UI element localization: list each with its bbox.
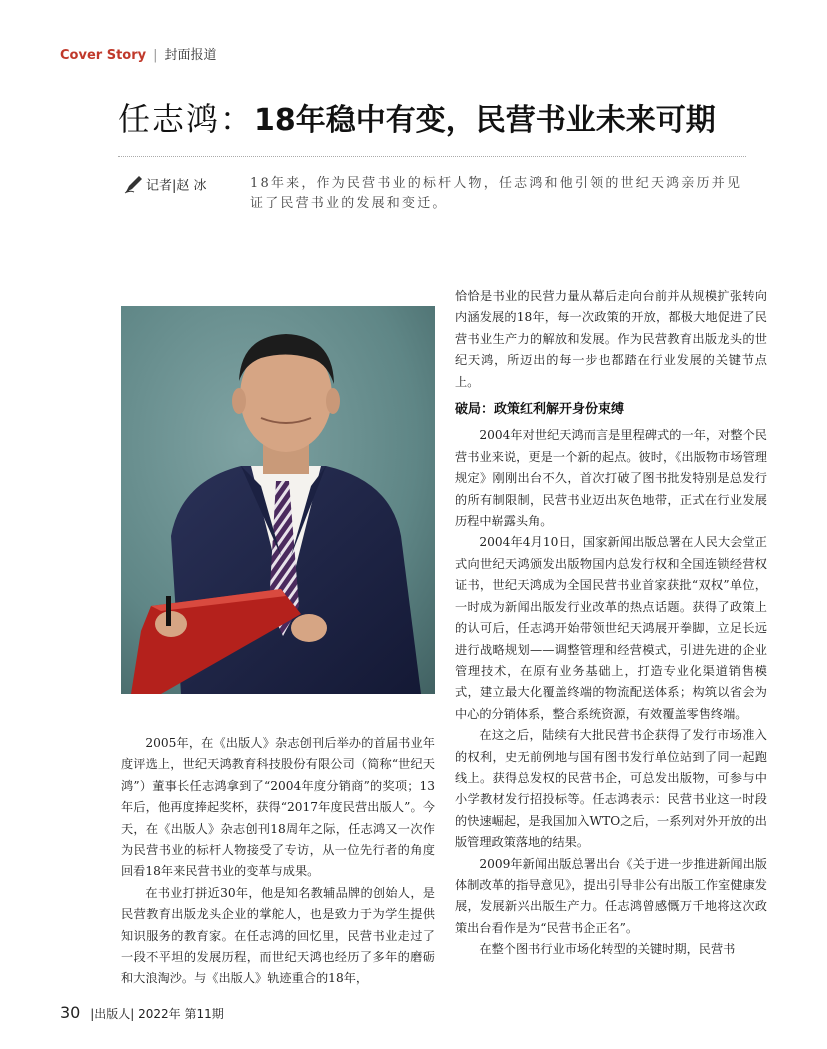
body-paragraph: 2009年新闻出版总署出台《关于进一步推进新闻出版体制改革的指导意见》，提出引导非公有出版工作室健康发展，发展新兴出版生产力。任志鸿曾感慨万千地将这次政策出台看作是为“民营书企正名”。 — [455, 856, 767, 935]
byline-author: 赵 冰 — [176, 178, 207, 194]
section-label-en: Cover Story — [60, 48, 147, 63]
page-number: 30 — [60, 1003, 81, 1022]
article-title — [118, 94, 716, 140]
pen-icon — [124, 174, 144, 198]
article-lede: 18年来，作为民营书业的标杆人物，任志鸿和他引领的世纪天鸿亲历并见证了民营书业的发展和变迁。 — [250, 176, 743, 211]
byline-separator: | — [172, 178, 177, 194]
title-name: 任志鸿： — [118, 100, 255, 138]
body-paragraph: 2004年对世纪天鸿而言是里程碑式的一年，对整个民营书业来说，更是一个新的起点。彼时，《出版物市场管理规定》刚刚出台不久，首次打破了图书批发特别是总发行的所有制限制，民营书业迈出灰色地带，正式在行业发展历程中崭露头角。 — [455, 428, 767, 529]
left-column — [121, 733, 435, 990]
body-paragraph: 2005年，在《出版人》杂志创刊后举办的首届书业年度评选上，世纪天鸿教育科技股份有限公司（简称“世纪天鸿”）董事长任志鸿拿到了“2004年度分销商”的奖项；13年后，他再度捧起奖杯，获得“2017年度民营出版人”。今天，在《出版人》杂志创刊18周年之际，任志鸿又一次作为民营书业的标杆人物接受了专访，从一位先行者的角度回看18年来民营书业的变革与成果。 — [121, 736, 435, 879]
body-paragraph: 在书业打拼近30年，他是知名教辅品牌的创始人，是民营教育出版龙头企业的掌舵人，也是致力于为学生提供知识服务的教育家。在任志鸿的回忆里，民营书业走过了一段不平坦的发展历程，而世纪天鸿也经历了多年的磨砺和大浪淘沙。与《出版人》轨迹重合的18年， — [121, 885, 435, 986]
header-separator: | — [153, 48, 158, 63]
byline — [124, 174, 207, 198]
title-headline: 18年稳中有变，民营书业未来可期 — [254, 103, 716, 138]
magazine-name: |出版人| — [90, 1007, 135, 1021]
portrait-photo — [121, 306, 435, 694]
issue-label: 2022年 第11期 — [138, 1007, 224, 1021]
byline-label: 记者 — [146, 178, 173, 194]
body-paragraph: 恰恰是书业的民营力量从幕后走向台前并从规模扩张转向内涵发展的18年，每一次政策的开放，都极大地促进了民营书业生产力的解放和发展。作为民营教育出版龙头的世纪天鸿，所迈出的每一步也都踏在行业发展的关键节点上。 — [455, 289, 767, 389]
section-subheading: 破局：政策红利解开身份束缚 — [455, 402, 625, 418]
body-paragraph: 2004年4月10日，国家新闻出版总署在人民大会堂正式向世纪天鸿颁发出版物国内总发行权和全国连锁经营权证书，世纪天鸿成为全国民营书业首家获批“双权”单位，一时成为新闻出版发行业改革的热点话题。获得了政策上的认可后，任志鸿开始带领世纪天鸿展开拳脚，立足长远进行战略规划——调整管理和经营模式，引进先进的企业管理技术，在原有业务基础上，打造专业化渠道销售模式，建立最大化覆盖终端的物流配送体系；构筑以省会为中心的分销体系，整合系统资源，有效覆盖零售终端。 — [455, 535, 767, 721]
body-paragraph: 在这之后，陆续有大批民营书企获得了发行市场准入的权利，史无前例地与国有图书发行单位站到了同一起跑线上。获得总发权的民营书企，可总发出版物，可参与中小学教材发行招投标等。任志鸿表示：民营书业这一时段的快速崛起，是我国加入WTO之后，一系列对外开放的出版管理政策落地的结果。 — [455, 728, 767, 850]
section-header — [60, 44, 217, 63]
right-column — [455, 286, 767, 961]
title-divider — [118, 156, 746, 157]
page-footer — [60, 1003, 224, 1022]
body-paragraph: 在整个图书行业市场化转型的关键时期，民营书 — [479, 942, 736, 957]
section-label-zh: 封面报道 — [164, 48, 217, 63]
